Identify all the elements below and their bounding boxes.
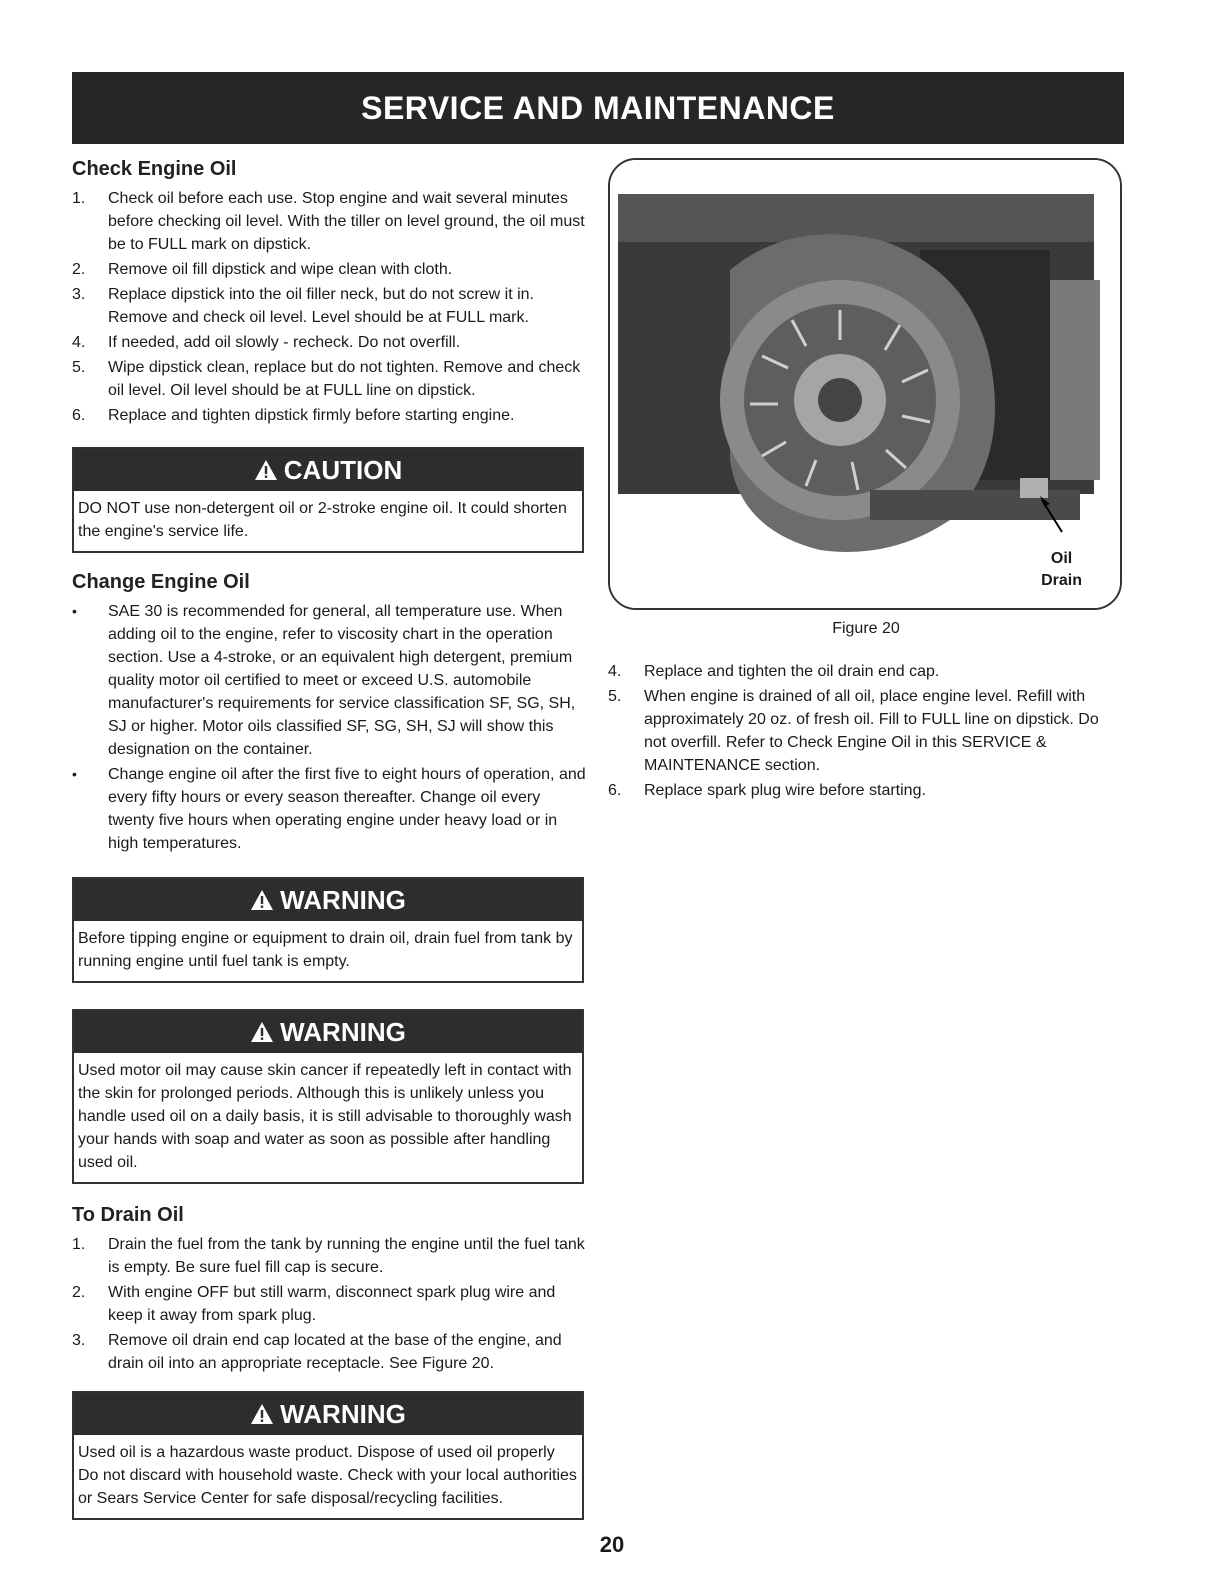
change-oil-bullets bbox=[72, 600, 588, 855]
list-item: 5. Wipe dipstick clean, replace but do not tighten. Remove and check oil level. Oil level should be at FULL line on dipstick. bbox=[72, 359, 581, 399]
list-item: 6. Replace and tighten dipstick firmly before starting engine. bbox=[72, 407, 515, 424]
list-item: 4. If needed, add oil slowly - recheck. Do not overfill. bbox=[72, 334, 461, 351]
oil-drain-label: Oil Drain bbox=[1041, 550, 1082, 589]
list-item: 4. Replace and tighten the oil drain end cap. bbox=[608, 663, 940, 680]
figure-20-frame bbox=[608, 158, 1122, 610]
warning-triangle-icon bbox=[250, 889, 274, 911]
page-banner bbox=[72, 72, 1124, 144]
list-item: 2. Remove oil fill dipstick and wipe clean with cloth. bbox=[72, 261, 453, 278]
caution-box bbox=[72, 447, 584, 553]
warning-header: WARNING bbox=[74, 1393, 582, 1435]
warning-header: WARNING bbox=[74, 1011, 582, 1053]
warning-box-tipping bbox=[72, 877, 584, 983]
page-title: SERVICE AND MAINTENANCE bbox=[361, 89, 835, 126]
warning-text: Used motor oil may cause skin cancer if repeatedly left in contact with the skin for prolonged periods. Although this is unlikely unless you handle used oil on a daily basis, it is still advisable to thoroughly wash your hands with soap and water as soon as possible after handling used oil. bbox=[78, 1062, 572, 1171]
change-oil-heading: Change Engine Oil bbox=[72, 571, 250, 593]
drain-oil-steps-continued bbox=[608, 660, 1124, 802]
list-item: • SAE 30 is recommended for general, all temperature use. When adding oil to the engine, refer to viscosity chart in the operation section. Use a 4-stroke, or an equivalent high detergent, premium quality motor oil certified to meet or exceed U.S. automobile manufacturer's requirements for service classification SF, SG, SH, SJ or higher. Motor oils classified SF, SG, SH, SJ will show this designation on the container. bbox=[72, 600, 588, 761]
list-item: 3. Replace dipstick into the oil filler neck, but do not screw it in. Remove and check oil level. Level should be at FULL mark. bbox=[72, 286, 534, 326]
warning-text: Used oil is a hazardous waste product. Dispose of used oil properly Do not discard with household waste. Check with your local authorities or Sears Service Center for safe disposal/recycling facilities. bbox=[78, 1444, 577, 1507]
warning-box-skin bbox=[72, 1009, 584, 1184]
list-item: • Change engine oil after the first five to eight hours of operation, and every fifty hours or every season thereafter. Change oil every twenty five hours when operating engine under heavy load or in high temperatures. bbox=[72, 763, 588, 855]
check-oil-heading: Check Engine Oil bbox=[72, 158, 237, 180]
warning-header: WARNING bbox=[74, 879, 582, 921]
drain-oil-steps bbox=[72, 1233, 588, 1375]
page-number: 20 bbox=[599, 1532, 625, 1557]
list-item: 2. With engine OFF but still warm, disconnect spark plug wire and keep it away from spark plug. bbox=[72, 1284, 556, 1324]
check-oil-steps bbox=[72, 187, 588, 427]
list-item: 3. Remove oil drain end cap located at the base of the engine, and drain oil into an appropriate receptacle. See Figure 20. bbox=[72, 1332, 562, 1372]
caution-header: CAUTION bbox=[74, 449, 582, 491]
warning-triangle-icon bbox=[250, 1403, 274, 1425]
caution-text: DO NOT use non-detergent oil or 2-stroke engine oil. It could shorten the engine's service life. bbox=[78, 500, 567, 540]
list-item: 1. Check oil before each use. Stop engine and wait several minutes before checking oil level. With the tiller on level ground, the oil must be to FULL mark on dipstick. bbox=[72, 190, 585, 253]
right-column bbox=[608, 158, 1124, 804]
list-item: 6. Replace spark plug wire before starting. bbox=[608, 782, 926, 799]
warning-triangle-icon bbox=[254, 459, 278, 481]
left-column bbox=[72, 158, 588, 1520]
warning-box-disposal bbox=[72, 1391, 584, 1520]
list-item: 1. Drain the fuel from the tank by running the engine until the fuel tank is empty. Be sure fuel fill cap is secure. bbox=[72, 1236, 585, 1276]
warning-triangle-icon bbox=[250, 1021, 274, 1043]
engine-illustration bbox=[610, 160, 1120, 608]
figure-caption: Figure 20 bbox=[832, 620, 900, 637]
warning-text: Before tipping engine or equipment to drain oil, drain fuel from tank by running engine until fuel tank is empty. bbox=[78, 930, 573, 970]
list-item: 5. When engine is drained of all oil, place engine level. Refill with approximately 20 oz. of fresh oil. Fill to FULL line on dipstick. Do not overfill. Refer to Check Engine Oil in this SERVICE & MAINTENANCE section. bbox=[608, 688, 1099, 774]
drain-oil-heading: To Drain Oil bbox=[72, 1204, 184, 1226]
